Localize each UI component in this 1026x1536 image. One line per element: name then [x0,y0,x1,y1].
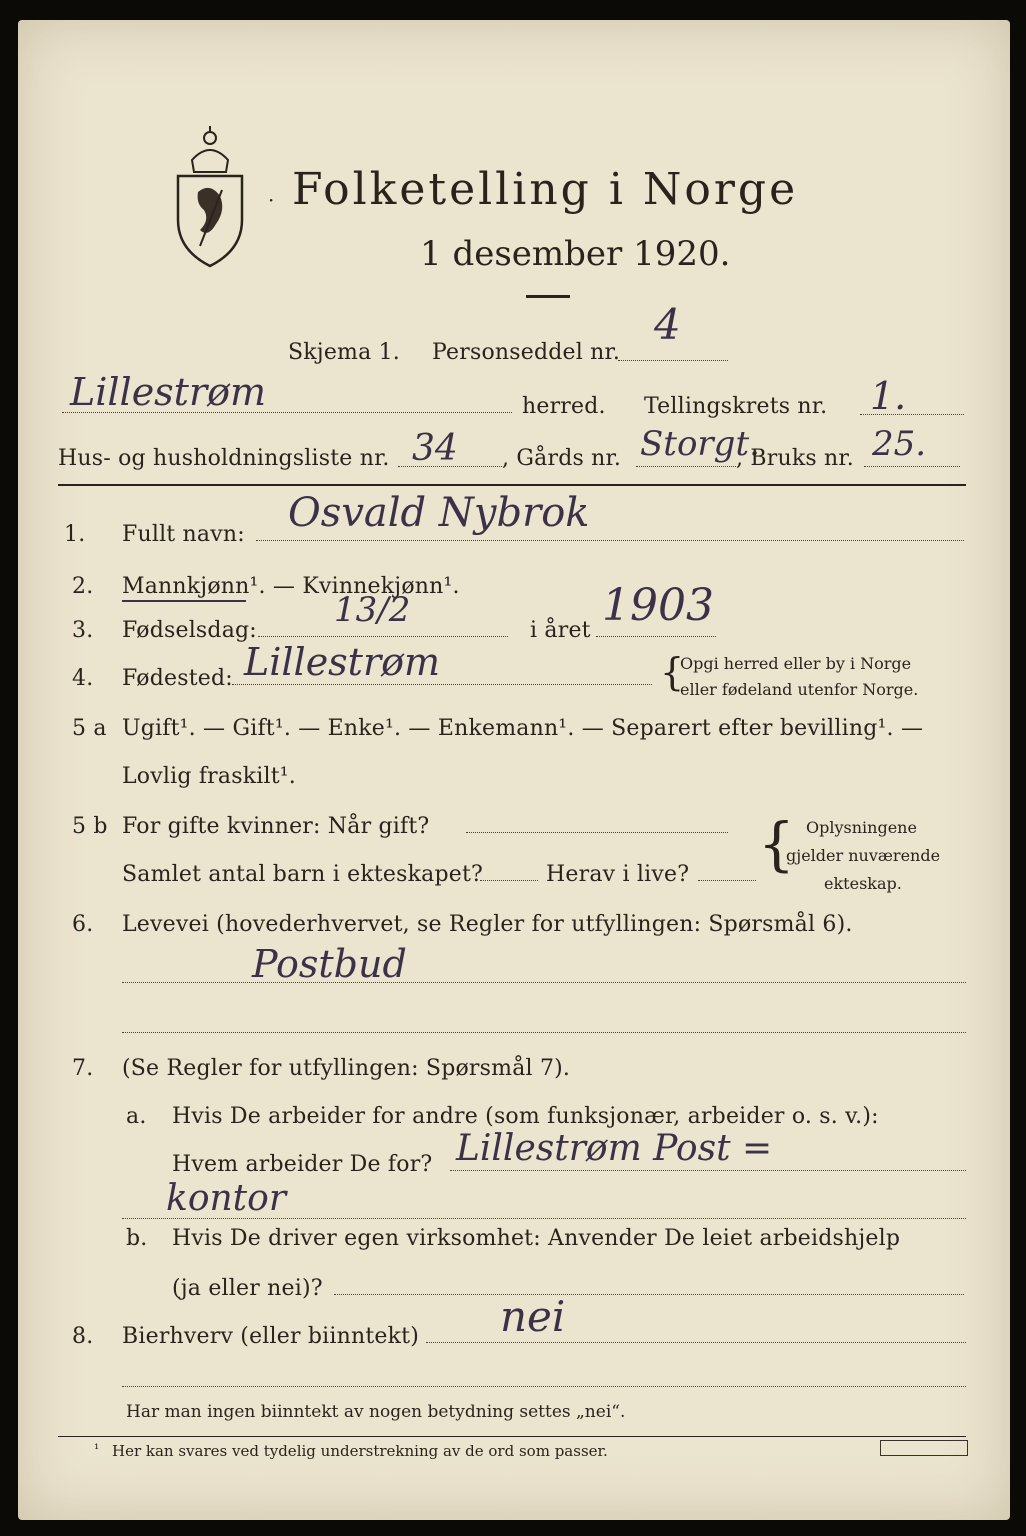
q5b-label-2: Samlet antal barn i ekteskapet? [122,862,484,887]
q4-note-1: Opgi herred eller by i Norge [680,654,912,673]
q4-number: 4. [72,666,94,691]
census-date: 1 desember 1920. [420,234,731,274]
gards-label: , Gårds nr. [502,446,622,471]
q7a-letter: a. [126,1104,147,1129]
q5a-line-1: Ugift¹. — Gift¹. — Enke¹. — Enkemann¹. — Separert efter bevilling¹. — [122,716,924,741]
birthplace-value: Lillestrøm [244,640,441,684]
bruks-label: , Bruks nr. [736,446,854,471]
q7b-line-1: Hvis De driver egen virksomhet: Anvender De leiet arbeidshjelp [172,1226,901,1251]
q7b-letter: b. [126,1226,148,1251]
q6-number: 6. [72,912,94,937]
employer-value-1: Lillestrøm Post = [456,1128,773,1169]
herred-value: Lillestrøm [70,370,267,414]
q5b-number: 5 b [72,814,108,839]
skjema-label: Skjema 1. [288,340,401,365]
q7-label: (Se Regler for utfyllingen: Spørsmål 7). [122,1056,571,1081]
q3-label: Fødselsdag: [122,618,257,643]
q7-number: 7. [72,1056,94,1081]
q8-number: 8. [72,1324,94,1349]
bullet-dot: · [268,188,275,212]
q2-label: Mannkjønn¹. — Kvinnekjønn¹. [122,574,460,599]
q2-number: 2. [72,574,94,599]
occupation-value: Postbud [252,942,407,986]
q5b-label-1: For gifte kvinner: Når gift? [122,814,430,839]
brace: { [758,810,795,878]
birthday-value: 13/2 [334,590,411,630]
side-income-value: nei [500,1292,566,1341]
footnote-rule [58,1436,966,1437]
q7a-line-1: Hvis De arbeider for andre (som funksjonær, arbeider o. s. v.): [172,1104,879,1129]
q8-label: Bierhverv (eller biinntekt) [122,1324,420,1349]
q5b-label-3: Herav i live? [546,862,690,887]
q4-label: Fødested: [122,666,233,691]
footnote-mark: ¹ [94,1442,100,1457]
q4-note-2: eller fødeland utenfor Norge. [680,680,919,699]
mannkjonn-underline [122,600,246,602]
full-name-value: Osvald Nybrok [288,490,590,536]
q5b-note-3: ekteskap. [824,874,902,893]
bruks-value: 25. [872,424,927,464]
tellingskrets-label: Tellingskrets nr. [644,394,828,419]
divider [526,295,570,298]
tellingskrets-value: 1. [870,374,907,418]
hus-label: Hus- og husholdningsliste nr. [58,446,390,471]
q6-label: Levevei (hovederhvervet, se Regler for utfyllingen: Spørsmål 6). [122,912,853,937]
q5a-line-2: Lovlig fraskilt¹. [122,764,296,789]
printer-stamp [880,1440,968,1456]
form-title: Folketelling i Norge [292,164,799,215]
herred-label: herred. [522,394,606,419]
q5b-note-1: Oplysningene [806,818,917,837]
q8-note: Har man ingen biinntekt av nogen betydning settes „nei“. [126,1402,626,1422]
personseddel-label: Personseddel nr. [432,340,621,365]
q5b-note-2: gjelder nuværende [786,846,941,865]
hus-value: 34 [412,428,458,469]
q1-label: Fullt navn: [122,522,245,547]
norway-coat-of-arms-icon [170,120,250,270]
employer-value-2: kontor [166,1178,287,1219]
q5a-number: 5 a [72,716,107,741]
personseddel-value: 4 [654,300,681,349]
year-label: i året [530,618,591,643]
header-rule [58,484,966,486]
footnote-text: Her kan svares ved tydelig understrekning av de ord som passer. [112,1442,608,1460]
q1-number: 1. [64,522,86,547]
gards-value: Storgt. [640,424,760,464]
birth-year-value: 1903 [602,580,714,631]
q3-number: 3. [72,618,94,643]
q7a-line-2: Hvem arbeider De for? [172,1152,433,1177]
q7b-line-2: (ja eller nei)? [172,1276,323,1301]
brace: { [660,650,685,694]
